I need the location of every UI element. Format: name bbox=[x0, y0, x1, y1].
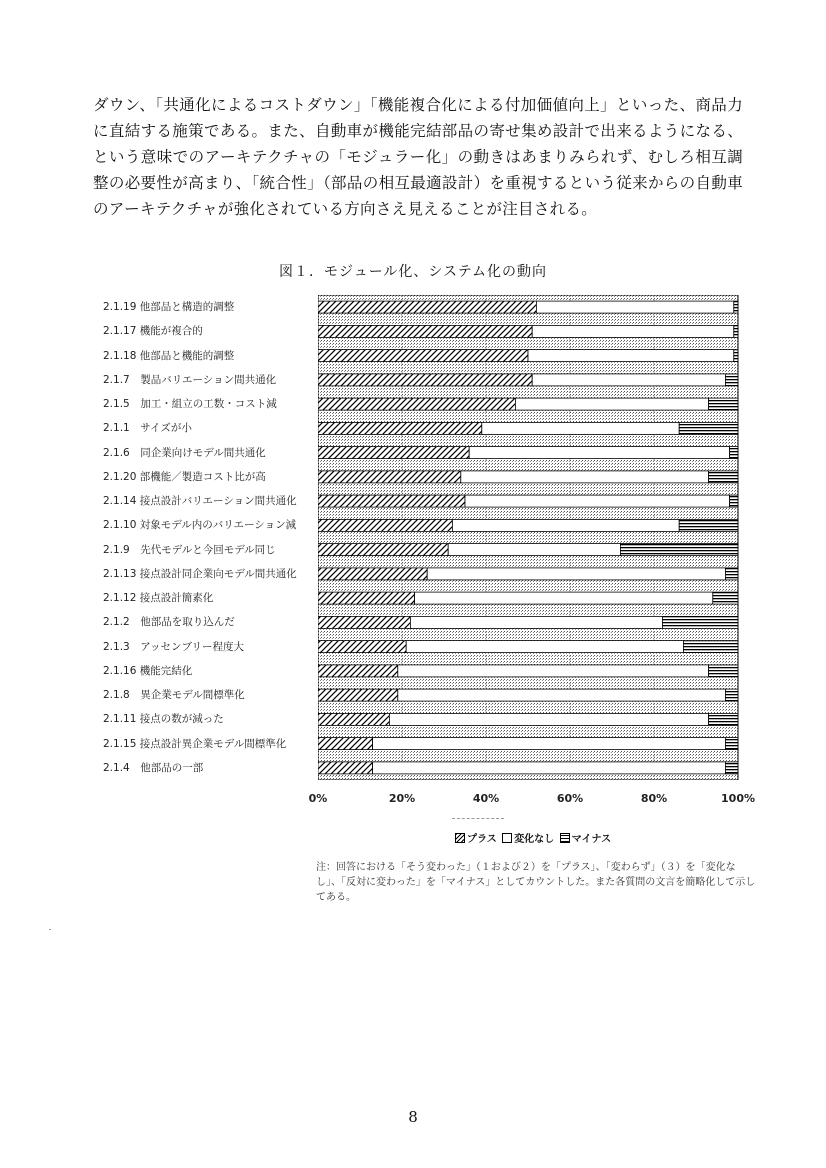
swatch-plus bbox=[455, 833, 465, 843]
x-tick-label: 40% bbox=[472, 792, 500, 805]
bar-nochange bbox=[515, 398, 708, 410]
bar-nochange bbox=[448, 544, 620, 556]
bar-minus bbox=[620, 544, 738, 556]
bar-nochange bbox=[528, 350, 734, 362]
x-tick-label: 100% bbox=[721, 792, 755, 805]
bar-plus bbox=[318, 616, 410, 628]
category-label: 2.1.11 接点の数が減った bbox=[103, 713, 224, 726]
legend bbox=[455, 830, 613, 845]
category-label: 2.1.18 他部品と機能的調整 bbox=[103, 349, 235, 362]
bar-minus bbox=[734, 301, 738, 313]
bar-nochange bbox=[373, 762, 726, 774]
bar-plus bbox=[318, 374, 532, 386]
x-axis-ticks bbox=[0, 792, 826, 810]
bar-minus bbox=[683, 641, 738, 653]
category-label: 2.1.1 サイズが小 bbox=[103, 422, 192, 435]
swatch-minus bbox=[560, 833, 570, 843]
category-label: 2.1.19 他部品と構造的調整 bbox=[103, 301, 235, 314]
bar-nochange bbox=[427, 568, 725, 580]
bar-nochange bbox=[461, 471, 709, 483]
bar-plus bbox=[318, 762, 373, 774]
bar-nochange bbox=[415, 592, 713, 604]
bar-plus bbox=[318, 568, 427, 580]
legend-label-nochange: 変化なし bbox=[514, 834, 555, 845]
bar-plus bbox=[318, 398, 515, 410]
bar-minus bbox=[709, 398, 738, 410]
legend-divider bbox=[452, 818, 504, 819]
category-label: 2.1.14 接点設計バリエーション間共通化 bbox=[103, 495, 297, 508]
bar-minus bbox=[734, 350, 738, 362]
legend-item-minus bbox=[560, 830, 611, 845]
figure-title: 図１．モジュール化、システム化の動向 bbox=[278, 264, 548, 280]
bar-nochange bbox=[398, 665, 709, 677]
bar-nochange bbox=[536, 301, 733, 313]
category-label: 2.1.5 加工・組立の工数・コスト減 bbox=[103, 398, 277, 411]
category-label: 2.1.16 機能完結化 bbox=[103, 664, 193, 677]
bar-minus bbox=[734, 325, 738, 337]
category-label: 2.1.17 機能が複合的 bbox=[103, 325, 203, 338]
category-label: 2.1.20 部機能／製造コスト比が高 bbox=[103, 470, 266, 483]
x-tick-label: 0% bbox=[308, 792, 328, 805]
category-label: 2.1.13 接点設計同企業向モデル間共通化 bbox=[103, 567, 297, 580]
x-tick-label: 20% bbox=[388, 792, 416, 805]
scan-speck bbox=[49, 929, 51, 930]
bar-minus bbox=[730, 447, 738, 459]
bar-nochange bbox=[398, 689, 726, 701]
category-label: 2.1.4 他部品の一部 bbox=[103, 761, 204, 774]
bar-minus bbox=[725, 738, 738, 750]
bar-minus bbox=[725, 762, 738, 774]
bar-minus bbox=[725, 568, 738, 580]
plot-area bbox=[318, 295, 738, 780]
x-tick-label: 60% bbox=[556, 792, 584, 805]
bar-plus bbox=[318, 495, 465, 507]
bar-minus bbox=[662, 616, 738, 628]
bar-plus bbox=[318, 519, 452, 531]
bar-nochange bbox=[465, 495, 730, 507]
bar-nochange bbox=[389, 713, 708, 725]
bar-minus bbox=[713, 592, 738, 604]
body-paragraph: ダウン、「共通化によるコストダウン」「機能複合化による付加価値向上」といった、商品力に直結する施策である。また、自動車が機能完結部品の寄せ集め設計で出来るようになる、という意味でのアーキテクチャの「モジュラー化」の動きはあまりみられず、むしろ相互調整の必要性が高まり、「統合性」（部品の相互最適設計）を重視するという従来からの自動車のアーキテクチャが強化されている方向さえ見えることが注目される。 bbox=[93, 96, 743, 218]
category-label: 2.1.6 同企業向けモデル間共通化 bbox=[103, 446, 266, 459]
bar-plus bbox=[318, 301, 536, 313]
bar-plus bbox=[318, 738, 373, 750]
page-number: 8 bbox=[408, 1108, 418, 1126]
bar-minus bbox=[725, 689, 738, 701]
category-label: 2.1.15 接点設計異企業モデル間標準化 bbox=[103, 737, 287, 750]
legend-item-nochange bbox=[502, 830, 554, 845]
legend-label-minus: マイナス bbox=[571, 834, 612, 845]
stacked-bar-chart bbox=[318, 295, 740, 780]
bar-plus bbox=[318, 471, 461, 483]
legend-label-plus: プラス bbox=[467, 834, 497, 845]
x-tick-label: 80% bbox=[640, 792, 668, 805]
bar-plus bbox=[318, 422, 482, 434]
bar-plus bbox=[318, 641, 406, 653]
category-label: 2.1.7 製品バリエーション間共通化 bbox=[103, 373, 277, 386]
category-label: 2.1.8 異企業モデル間標準化 bbox=[103, 689, 245, 702]
legend-item-plus bbox=[455, 830, 497, 845]
bar-nochange bbox=[452, 519, 679, 531]
bar-nochange bbox=[373, 738, 726, 750]
bar-nochange bbox=[532, 325, 734, 337]
category-labels bbox=[103, 295, 321, 780]
bar-minus bbox=[709, 471, 738, 483]
bar-minus bbox=[725, 374, 738, 386]
bar-minus bbox=[679, 519, 738, 531]
bar-plus bbox=[318, 325, 532, 337]
figure-note: 注：回答における「そう変わった」（１および２）を「プラス」、「変わらず」（３）を「変化なし」、「反対に変わった」を「マイナス」としてカウントした。また各質問の文言を簡略化して示してある。 bbox=[316, 862, 756, 903]
bar-minus bbox=[730, 495, 738, 507]
bar-minus bbox=[679, 422, 738, 434]
bar-plus bbox=[318, 544, 448, 556]
bar-plus bbox=[318, 665, 398, 677]
bar-nochange bbox=[410, 616, 662, 628]
bar-minus bbox=[709, 713, 738, 725]
bar-plus bbox=[318, 350, 528, 362]
bar-nochange bbox=[482, 422, 679, 434]
bar-nochange bbox=[532, 374, 725, 386]
bar-plus bbox=[318, 713, 389, 725]
bar-plus bbox=[318, 447, 469, 459]
category-label: 2.1.2 他部品を取り込んだ bbox=[103, 616, 235, 629]
category-label: 2.1.10 対象モデル内のバリエーション減 bbox=[103, 519, 297, 532]
category-label: 2.1.12 接点設計簡素化 bbox=[103, 592, 214, 605]
bar-plus bbox=[318, 592, 415, 604]
swatch-nochange bbox=[502, 833, 512, 843]
bar-nochange bbox=[469, 447, 729, 459]
category-label: 2.1.9 先代モデルと今回モデル同じ bbox=[103, 543, 276, 556]
bar-minus bbox=[709, 665, 738, 677]
bar-plus bbox=[318, 689, 398, 701]
bar-nochange bbox=[406, 641, 683, 653]
category-label: 2.1.3 アッセンブリー程度大 bbox=[103, 640, 245, 653]
